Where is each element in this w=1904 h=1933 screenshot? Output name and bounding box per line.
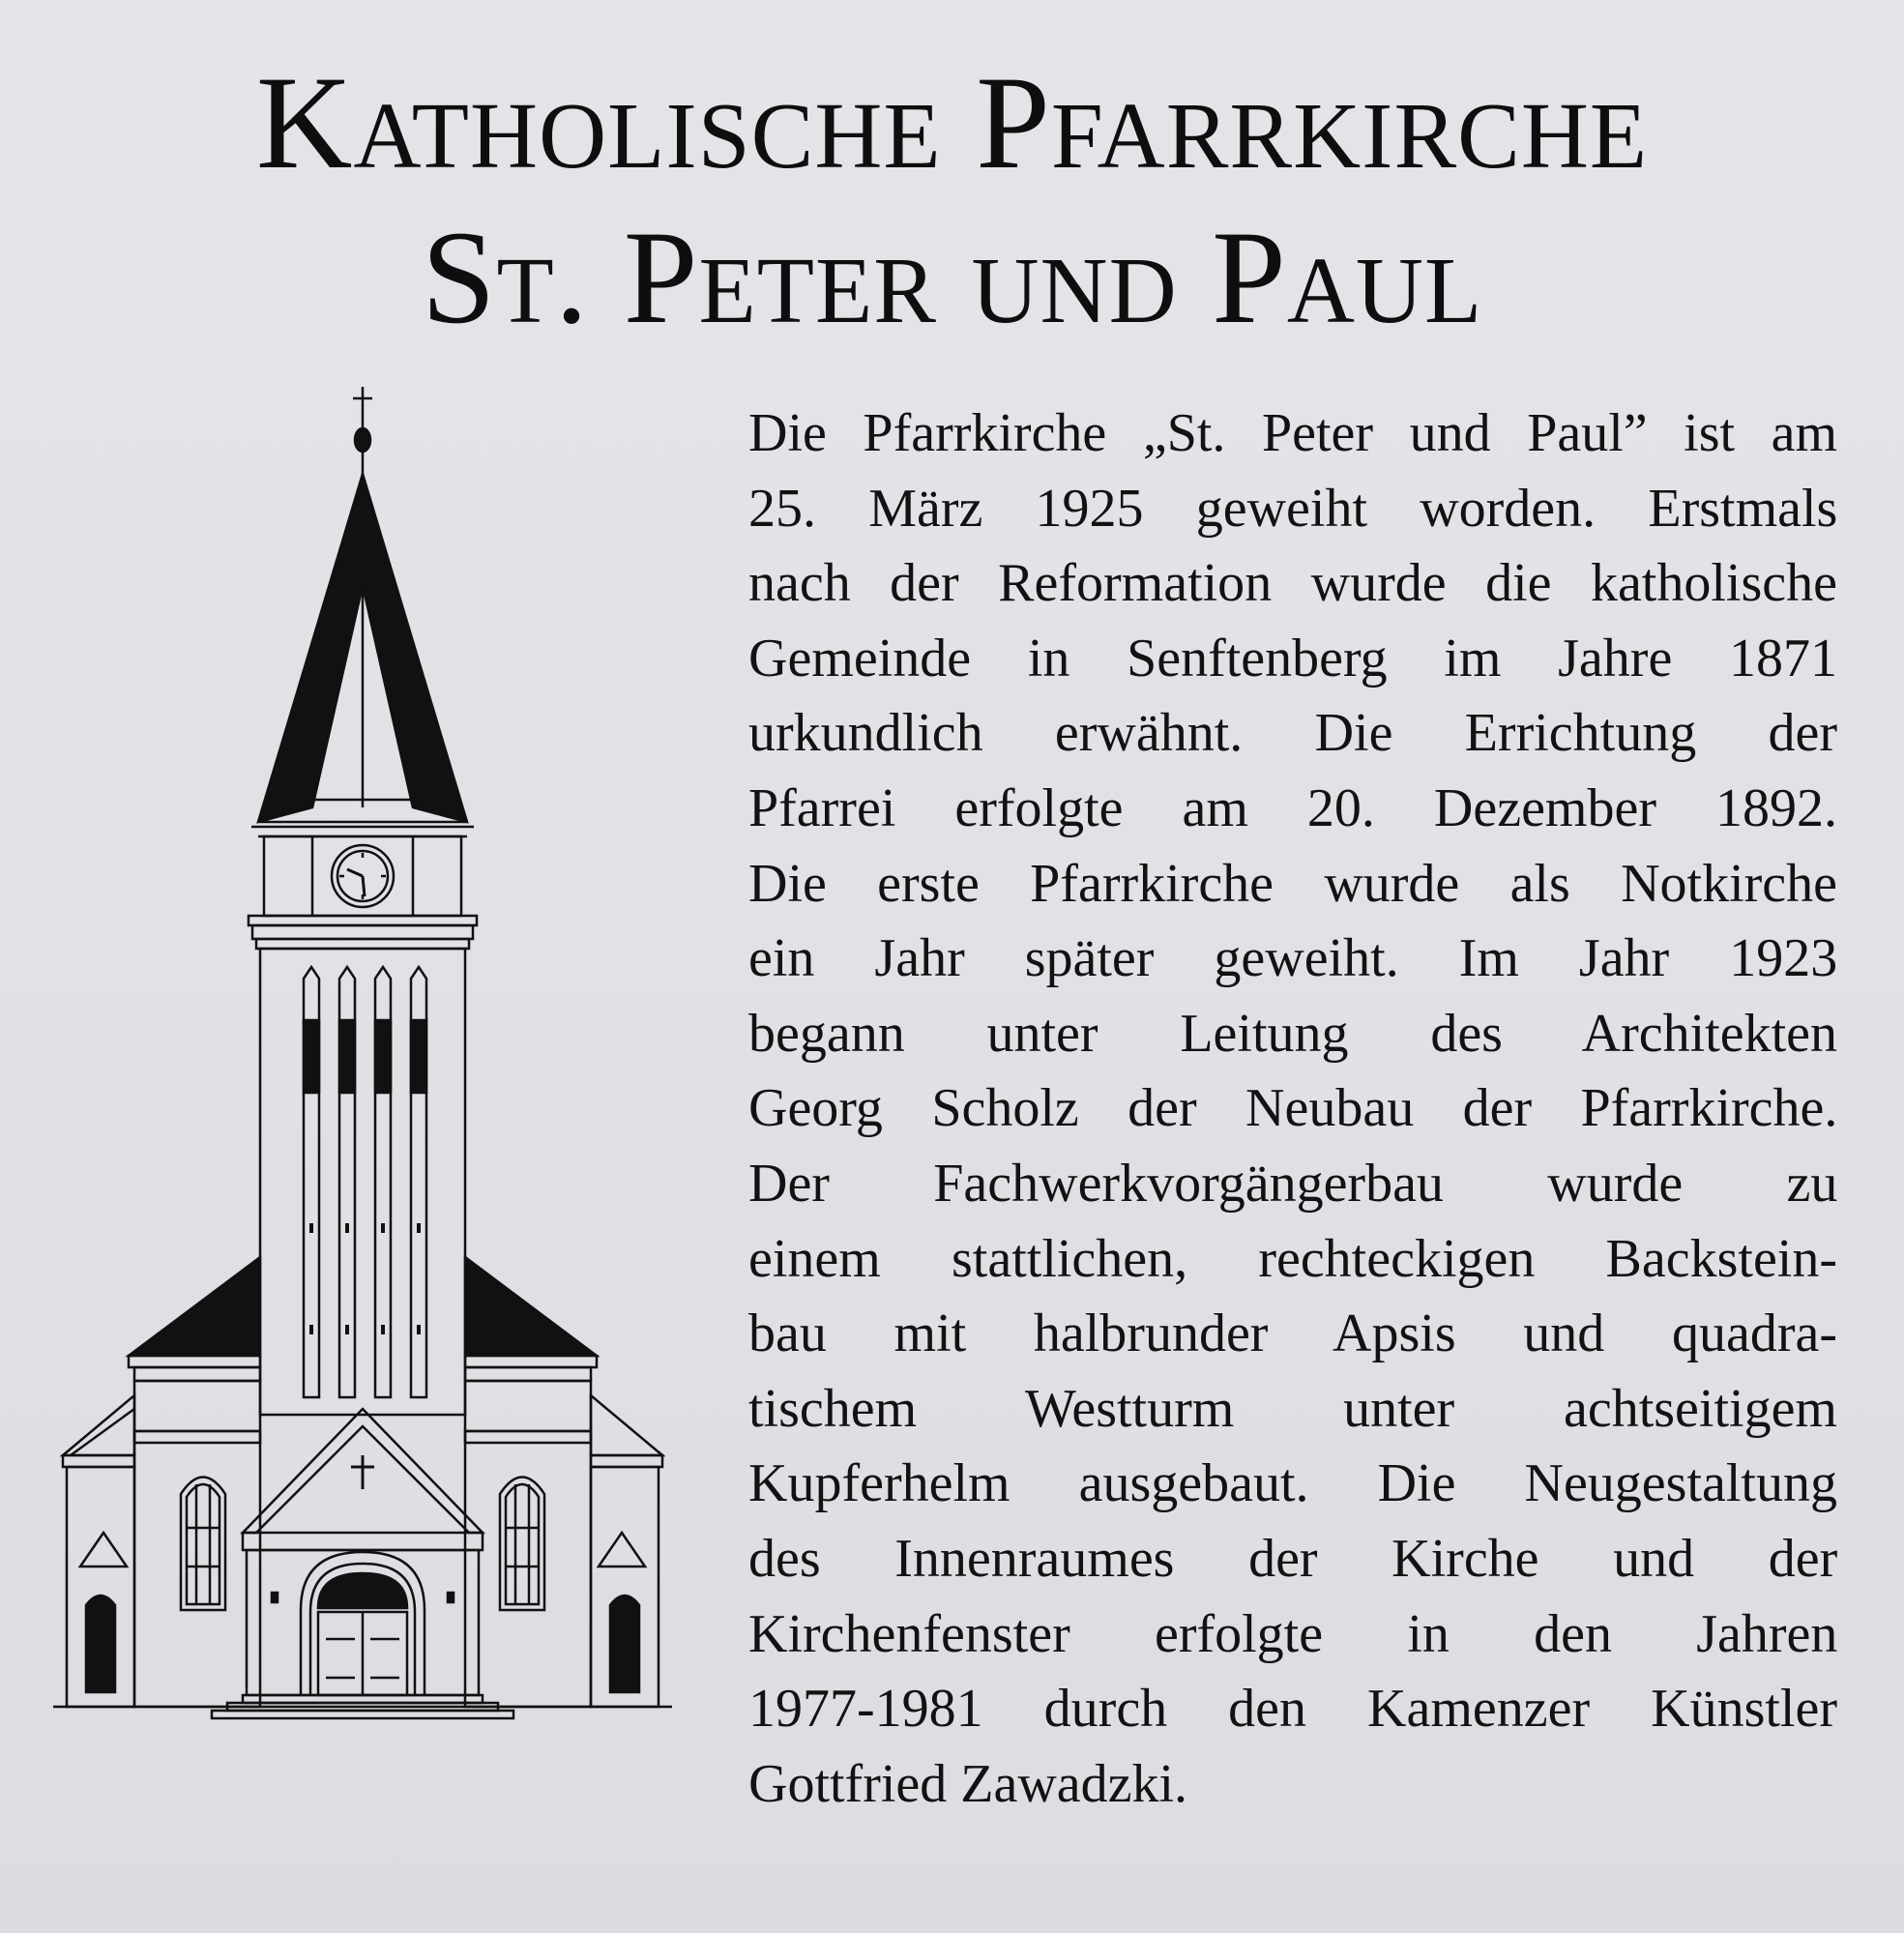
title-line-2: St. Peter und Paul	[421, 203, 1483, 351]
title-line-1: Katholische Pfarrkirche	[255, 48, 1649, 196]
text-line: 1977-1981 durch den Kamenzer Künstler	[748, 1679, 1837, 1740]
steps	[53, 1695, 672, 1718]
text-line: urkundlich erwähnt. Die Errichtung der	[748, 703, 1837, 764]
text-line: bau mit halbrunder Apsis und quadra-	[748, 1303, 1837, 1364]
text-line: tischem Westturm unter achtseitigem	[748, 1378, 1837, 1439]
text-line: Gottfried Zawadzki.	[748, 1753, 1188, 1814]
text-line: Georg Scholz der Neubau der Pfarrkirche.	[748, 1078, 1838, 1139]
door-icon	[272, 1552, 454, 1695]
text-line: Die Pfarrkirche „St. Peter und Paul” ist am	[748, 403, 1838, 463]
text-line: begann unter Leitung des Architekten	[748, 1003, 1837, 1064]
text-line: Die erste Pfarrkirche wurde als Notkirche	[748, 853, 1837, 914]
history-text	[748, 396, 1837, 1822]
text-line: einem stattlichen, rechteckigen Backstein-	[748, 1228, 1837, 1289]
text-line: Pfarrei erfolgte am 20. Dezember 1892.	[748, 777, 1837, 838]
text-line: ein Jahr später geweiht. Im Jahr 1923	[748, 928, 1838, 989]
text-line: Kirchenfenster erfolgte in den Jahren	[748, 1603, 1838, 1664]
text-line: 25. März 1925 geweiht worden. Erstmals	[748, 478, 1838, 539]
text-line: Der Fachwerkvorgängerbau wurde zu	[748, 1153, 1838, 1214]
spire	[251, 474, 474, 836]
tower-cornice	[249, 916, 477, 949]
text-line: Gemeinde in Senftenberg im Jahre 1871	[748, 628, 1837, 688]
nave-roof	[129, 1257, 597, 1381]
text-line: des Innenraumes der Kirche und der	[748, 1528, 1838, 1589]
text-line: nach der Reformation wurde die katholische	[748, 553, 1837, 614]
text-line: Kupferhelm ausgebaut. Die Neugestaltung	[748, 1453, 1837, 1514]
church-illustration	[53, 382, 682, 1736]
cross-icon	[353, 387, 372, 479]
clock-icon	[332, 845, 394, 907]
tower-shaft	[260, 949, 465, 1415]
